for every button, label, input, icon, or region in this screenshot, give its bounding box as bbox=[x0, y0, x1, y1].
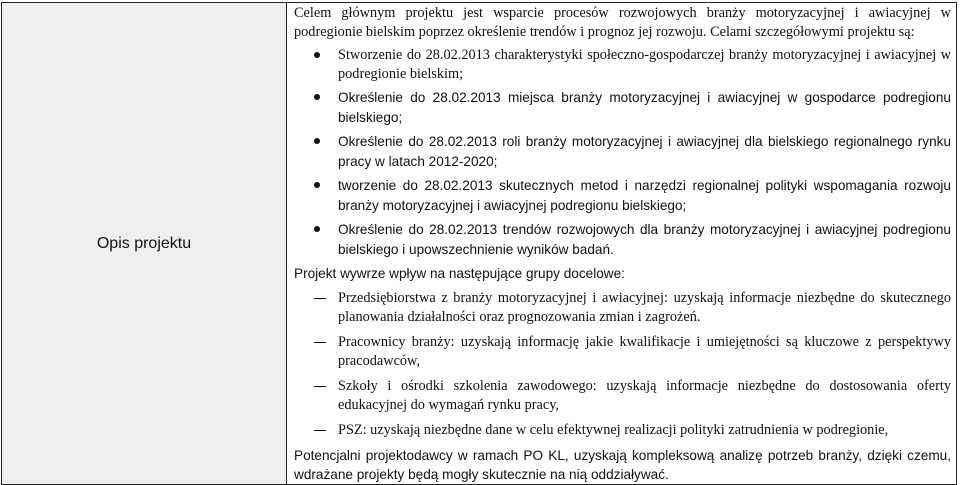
closing-paragraph: Potencjalni projektodawcy w ramach PO KL, uzyskają kompleksową analizę potrzeb branży, dzięki czemu, wdrażane projekty będą mogły skutecznie na nią oddziaływać. bbox=[294, 448, 951, 482]
label-cell bbox=[2, 3, 287, 485]
table-row bbox=[2, 3, 957, 485]
row-label: Opis projektu bbox=[96, 234, 192, 252]
list-item bbox=[294, 132, 951, 172]
list-item bbox=[294, 289, 951, 327]
intro-paragraph: Celem głównym projektu jest wsparcie procesów rozwojowych branży motoryzacyjnej i awiacyjnej w podregionie bielskim poprzez określenie trendów i prognoz jej rozwoju. Celami szczegółowymi projektu są: bbox=[294, 5, 951, 40]
objective-text: Określenie do 28.02.2013 trendów rozwojowych dla branży motoryzacyjnej i awiacyjnej podregionu bielskiego i upowszechnienie wyników badań. bbox=[338, 222, 951, 257]
project-description-table bbox=[1, 2, 957, 485]
groups-heading: Projekt wywrze wpływ na następujące grupy docelowe: bbox=[294, 266, 625, 281]
group-text: Pracownicy branży: uzyskają informację jakie kwalifikacje i umiejętności są kluczowe z perspektywy pracodawców, bbox=[338, 334, 951, 369]
list-item bbox=[294, 377, 951, 415]
bullet-icon bbox=[314, 182, 320, 188]
objective-text: Określenie do 28.02.2013 roli branży motoryzacyjnej i awiacyjnej dla bielskiego regionalnego rynku pracy w latach 2012-2020; bbox=[338, 134, 951, 169]
list-item bbox=[294, 46, 951, 84]
content-cell bbox=[287, 3, 957, 485]
list-item bbox=[294, 220, 951, 260]
bullet-icon bbox=[314, 52, 320, 58]
bullet-icon bbox=[314, 226, 320, 232]
bullet-icon bbox=[314, 138, 320, 144]
objective-text: Stworzenie do 28.02.2013 charakterystyki społeczno-gospodarczej branży motoryzacyjnej i awiacyjnej w podregionie bielskim; bbox=[338, 47, 951, 82]
list-item bbox=[294, 421, 951, 440]
group-text: PSZ: uzyskają niezbędne dane w celu efektywnej realizacji polityki zatrudnienia w podregionie, bbox=[338, 422, 889, 438]
objective-text: tworzenie do 28.02.2013 skutecznych metod i narzędzi regionalnej polityki wspomagania rozwoju branży motoryzacyjnej i awiacyjnej podregionu bielskiego; bbox=[338, 178, 951, 213]
target-groups-list bbox=[294, 289, 951, 440]
objectives-list bbox=[294, 46, 951, 260]
dash-icon bbox=[314, 430, 326, 431]
dash-icon bbox=[314, 298, 326, 299]
group-text: Szkoły i ośrodki szkolenia zawodowego: uzyskają informacje niezbędne do dostosowania oferty edukacyjnej do wymagań rynku pracy, bbox=[338, 378, 951, 413]
dash-icon bbox=[314, 342, 326, 343]
objective-text: Określenie do 28.02.2013 miejsca branży motoryzacyjnej i awiacyjnej w gospodarce podregionu bielskiego; bbox=[338, 90, 951, 125]
list-item bbox=[294, 333, 951, 371]
group-text: Przedsiębiorstwa z branży motoryzacyjnej i awiacyjnej: uzyskają informacje niezbędne do skutecznego planowania działalności oraz prognozowania zmian i zagrożeń. bbox=[338, 290, 951, 325]
dash-icon bbox=[314, 386, 326, 387]
list-item bbox=[294, 176, 951, 216]
list-item bbox=[294, 88, 951, 128]
bullet-icon bbox=[314, 94, 320, 100]
